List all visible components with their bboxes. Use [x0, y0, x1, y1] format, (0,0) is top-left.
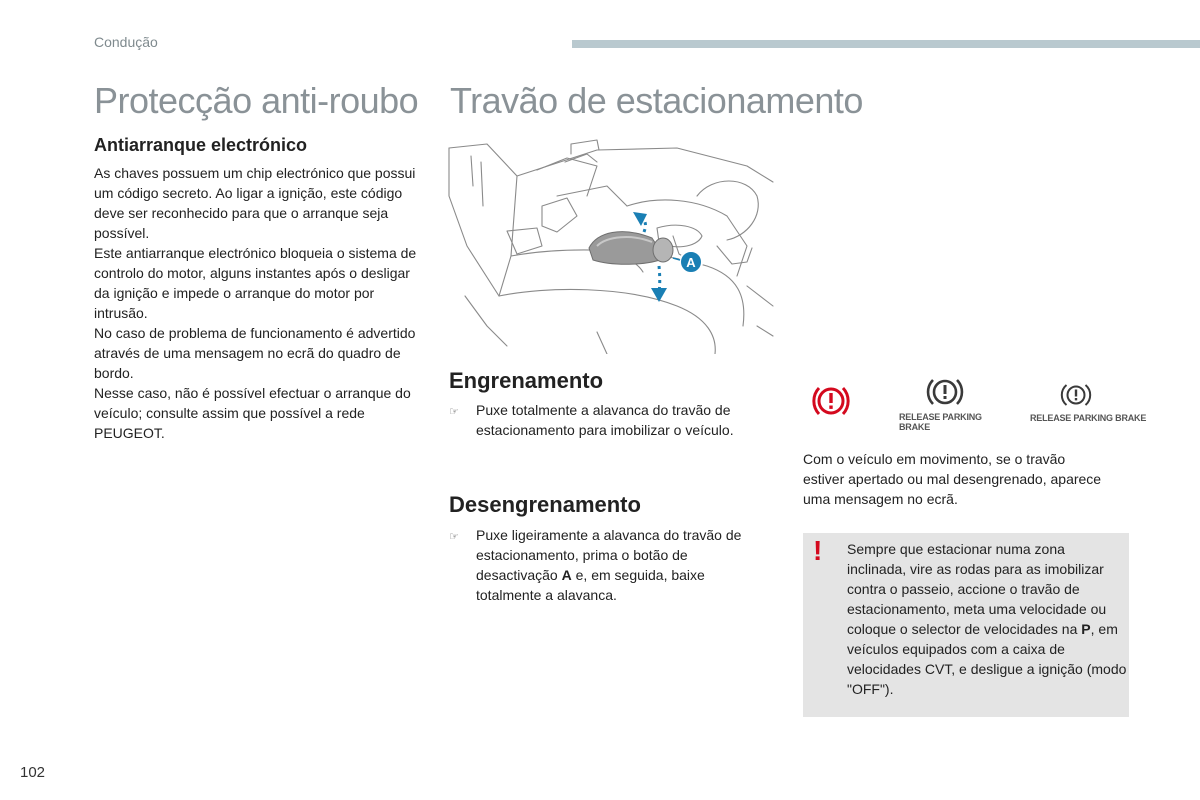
immobiliser-text [94, 163, 424, 443]
immobiliser-paragraph: No caso de problema de funcionamento é advertido através de uma mensagem no ecrã do quadro de bordo. [94, 325, 416, 381]
immobiliser-paragraph: Nesse caso, não é possível efectuar o arranque do veículo; consulte assim que possível a rede PEUGEOT. [94, 385, 411, 441]
release-parking-brake-small-icon [1060, 381, 1092, 409]
exclamation-icon: ! [813, 535, 823, 566]
release-text [476, 525, 759, 605]
pointing-hand-icon: ☞ [449, 531, 459, 543]
parking-brake-illustration [447, 136, 774, 354]
release-button-ref: A [561, 567, 572, 583]
immobiliser-paragraph: Este antiarranque electrónico bloqueia o sistema de controlo do motor, alguns instantes após o desligar da ignição e impede o arranque do motor por intrusão. [94, 245, 417, 321]
release-parking-brake-icon [924, 375, 966, 411]
release-text-part: Puxe ligeiramente a alavanca do travão de estacionamento, prima o botão de desactivação [476, 527, 742, 583]
release-parking-brake-caption: RELEASE PARKING BRAKE [899, 412, 982, 432]
parking-brake-lever-drawing [447, 136, 774, 354]
immobiliser-paragraph: As chaves possuem um chip electrónico que possui um código secreto. Ao ligar a ignição, este código deve ser reconhecido para que o arranque seja possível. [94, 165, 416, 241]
pointing-hand-icon: ☞ [449, 406, 459, 418]
anti-theft-title: Protecção anti-roubo [94, 80, 419, 121]
engage-text: Puxe totalmente a alavanca do travão de estacionamento para imobilizar o veículo. [476, 402, 734, 438]
slope-parking-warning-text [847, 539, 1127, 699]
warning-text-part: Sempre que estacionar numa zona inclinada, vire as rodas para as imobilizar contra o passeio, accione o travão de estacionamento, meta uma velocidade ou coloque o selector de velocidades na [847, 541, 1107, 637]
immobiliser-heading: Antiarranque electrónico [94, 135, 308, 155]
page-number: 102 [20, 764, 46, 781]
callout-a-label: A [686, 255, 696, 270]
moving-warning-note: Com o veículo em movimento, se o travão estiver apertado ou mal desengrenado, aparece uma mensagem no ecrã. [803, 451, 1102, 507]
release-heading: Desengrenamento [449, 492, 641, 517]
parking-brake-title: Travão de estacionamento [450, 80, 863, 121]
parking-brake-warning-lamp-icon [810, 380, 852, 422]
release-instruction [449, 525, 759, 605]
engage-instruction [449, 400, 779, 440]
section-tag: Condução [94, 34, 158, 50]
release-text-part: e, em seguida, baixe totalmente a alavanca. [476, 567, 705, 603]
gear-p-ref: P [1081, 621, 1091, 637]
release-parking-brake-small-caption: RELEASE PARKING BRAKE [1030, 413, 1147, 423]
header-rule [572, 40, 1200, 48]
engage-heading: Engrenamento [449, 368, 604, 393]
warning-text-part: , em veículos equipados com a caixa de velocidades CVT, e desligue a ignição (modo "OFF"). [847, 621, 1127, 697]
